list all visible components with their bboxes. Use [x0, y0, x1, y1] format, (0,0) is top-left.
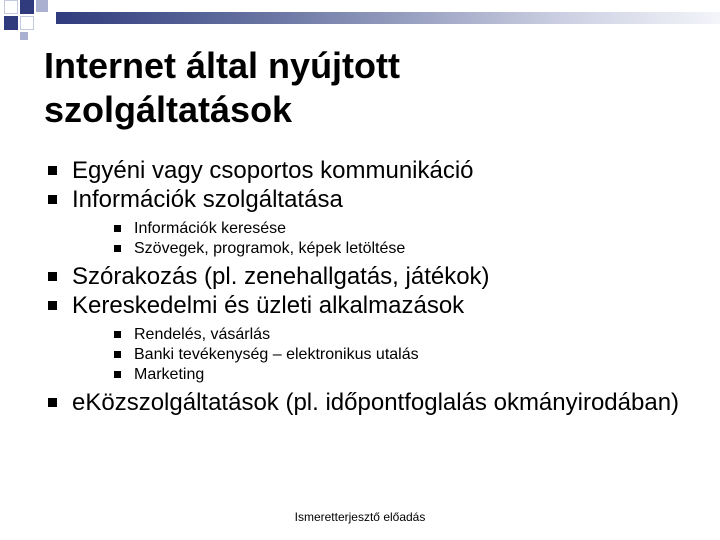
- square-bullet-icon: [114, 225, 121, 232]
- square-bullet-icon: [114, 245, 121, 252]
- sub-list-item: [114, 239, 688, 259]
- list-item: [48, 156, 688, 185]
- decor-square: [36, 0, 48, 12]
- slide-title-line: szolgáltatások: [44, 89, 293, 130]
- list-item-text: eKözszolgáltatások (pl. időpontfoglalás okmányirodában): [72, 389, 680, 416]
- list-item: [48, 262, 688, 291]
- sub-list-item-text: Szövegek, programok, képek letöltése: [134, 240, 406, 257]
- list-item: [48, 291, 688, 320]
- square-bullet-icon: [48, 272, 57, 281]
- decor-square: [20, 32, 28, 40]
- list-item-text: Információk szolgáltatása: [72, 186, 343, 213]
- slide-title: [44, 44, 684, 132]
- header-gradient-bar: [56, 12, 720, 24]
- decor-square: [20, 0, 34, 14]
- list-item-text: Szórakozás (pl. zenehallgatás, játékok): [72, 263, 490, 290]
- slide-title-line: Internet által nyújtott: [44, 45, 401, 86]
- sub-list-item-text: Rendelés, vásárlás: [134, 326, 271, 343]
- slide-footer: Ismeretterjesztő előadás: [294, 510, 426, 524]
- sub-list-item-text: Marketing: [134, 366, 205, 383]
- square-bullet-icon: [48, 301, 57, 310]
- sub-list-item: [114, 325, 688, 345]
- sub-list-item-text: Banki tevékenység – elektronikus utalás: [134, 346, 419, 363]
- decor-square: [4, 16, 18, 30]
- list-item: [48, 185, 688, 214]
- sub-list-item-text: Információk keresése: [134, 220, 287, 237]
- square-bullet-icon: [114, 371, 121, 378]
- square-bullet-icon: [114, 351, 121, 358]
- square-bullet-icon: [48, 166, 57, 175]
- square-bullet-icon: [48, 195, 57, 204]
- sub-list-item: [114, 365, 688, 385]
- list-item: [48, 388, 688, 417]
- sub-list-item: [114, 345, 688, 365]
- bullet-list: [48, 156, 688, 417]
- list-item-text: Egyéni vagy csoportos kommunikáció: [72, 157, 474, 184]
- decor-square: [4, 0, 18, 14]
- list-item-text: Kereskedelmi és üzleti alkalmazások: [72, 292, 465, 319]
- decor-square: [20, 16, 34, 30]
- square-bullet-icon: [48, 398, 57, 407]
- header-decoration: [0, 0, 720, 40]
- sub-list-item: [114, 219, 688, 239]
- square-bullet-icon: [114, 331, 121, 338]
